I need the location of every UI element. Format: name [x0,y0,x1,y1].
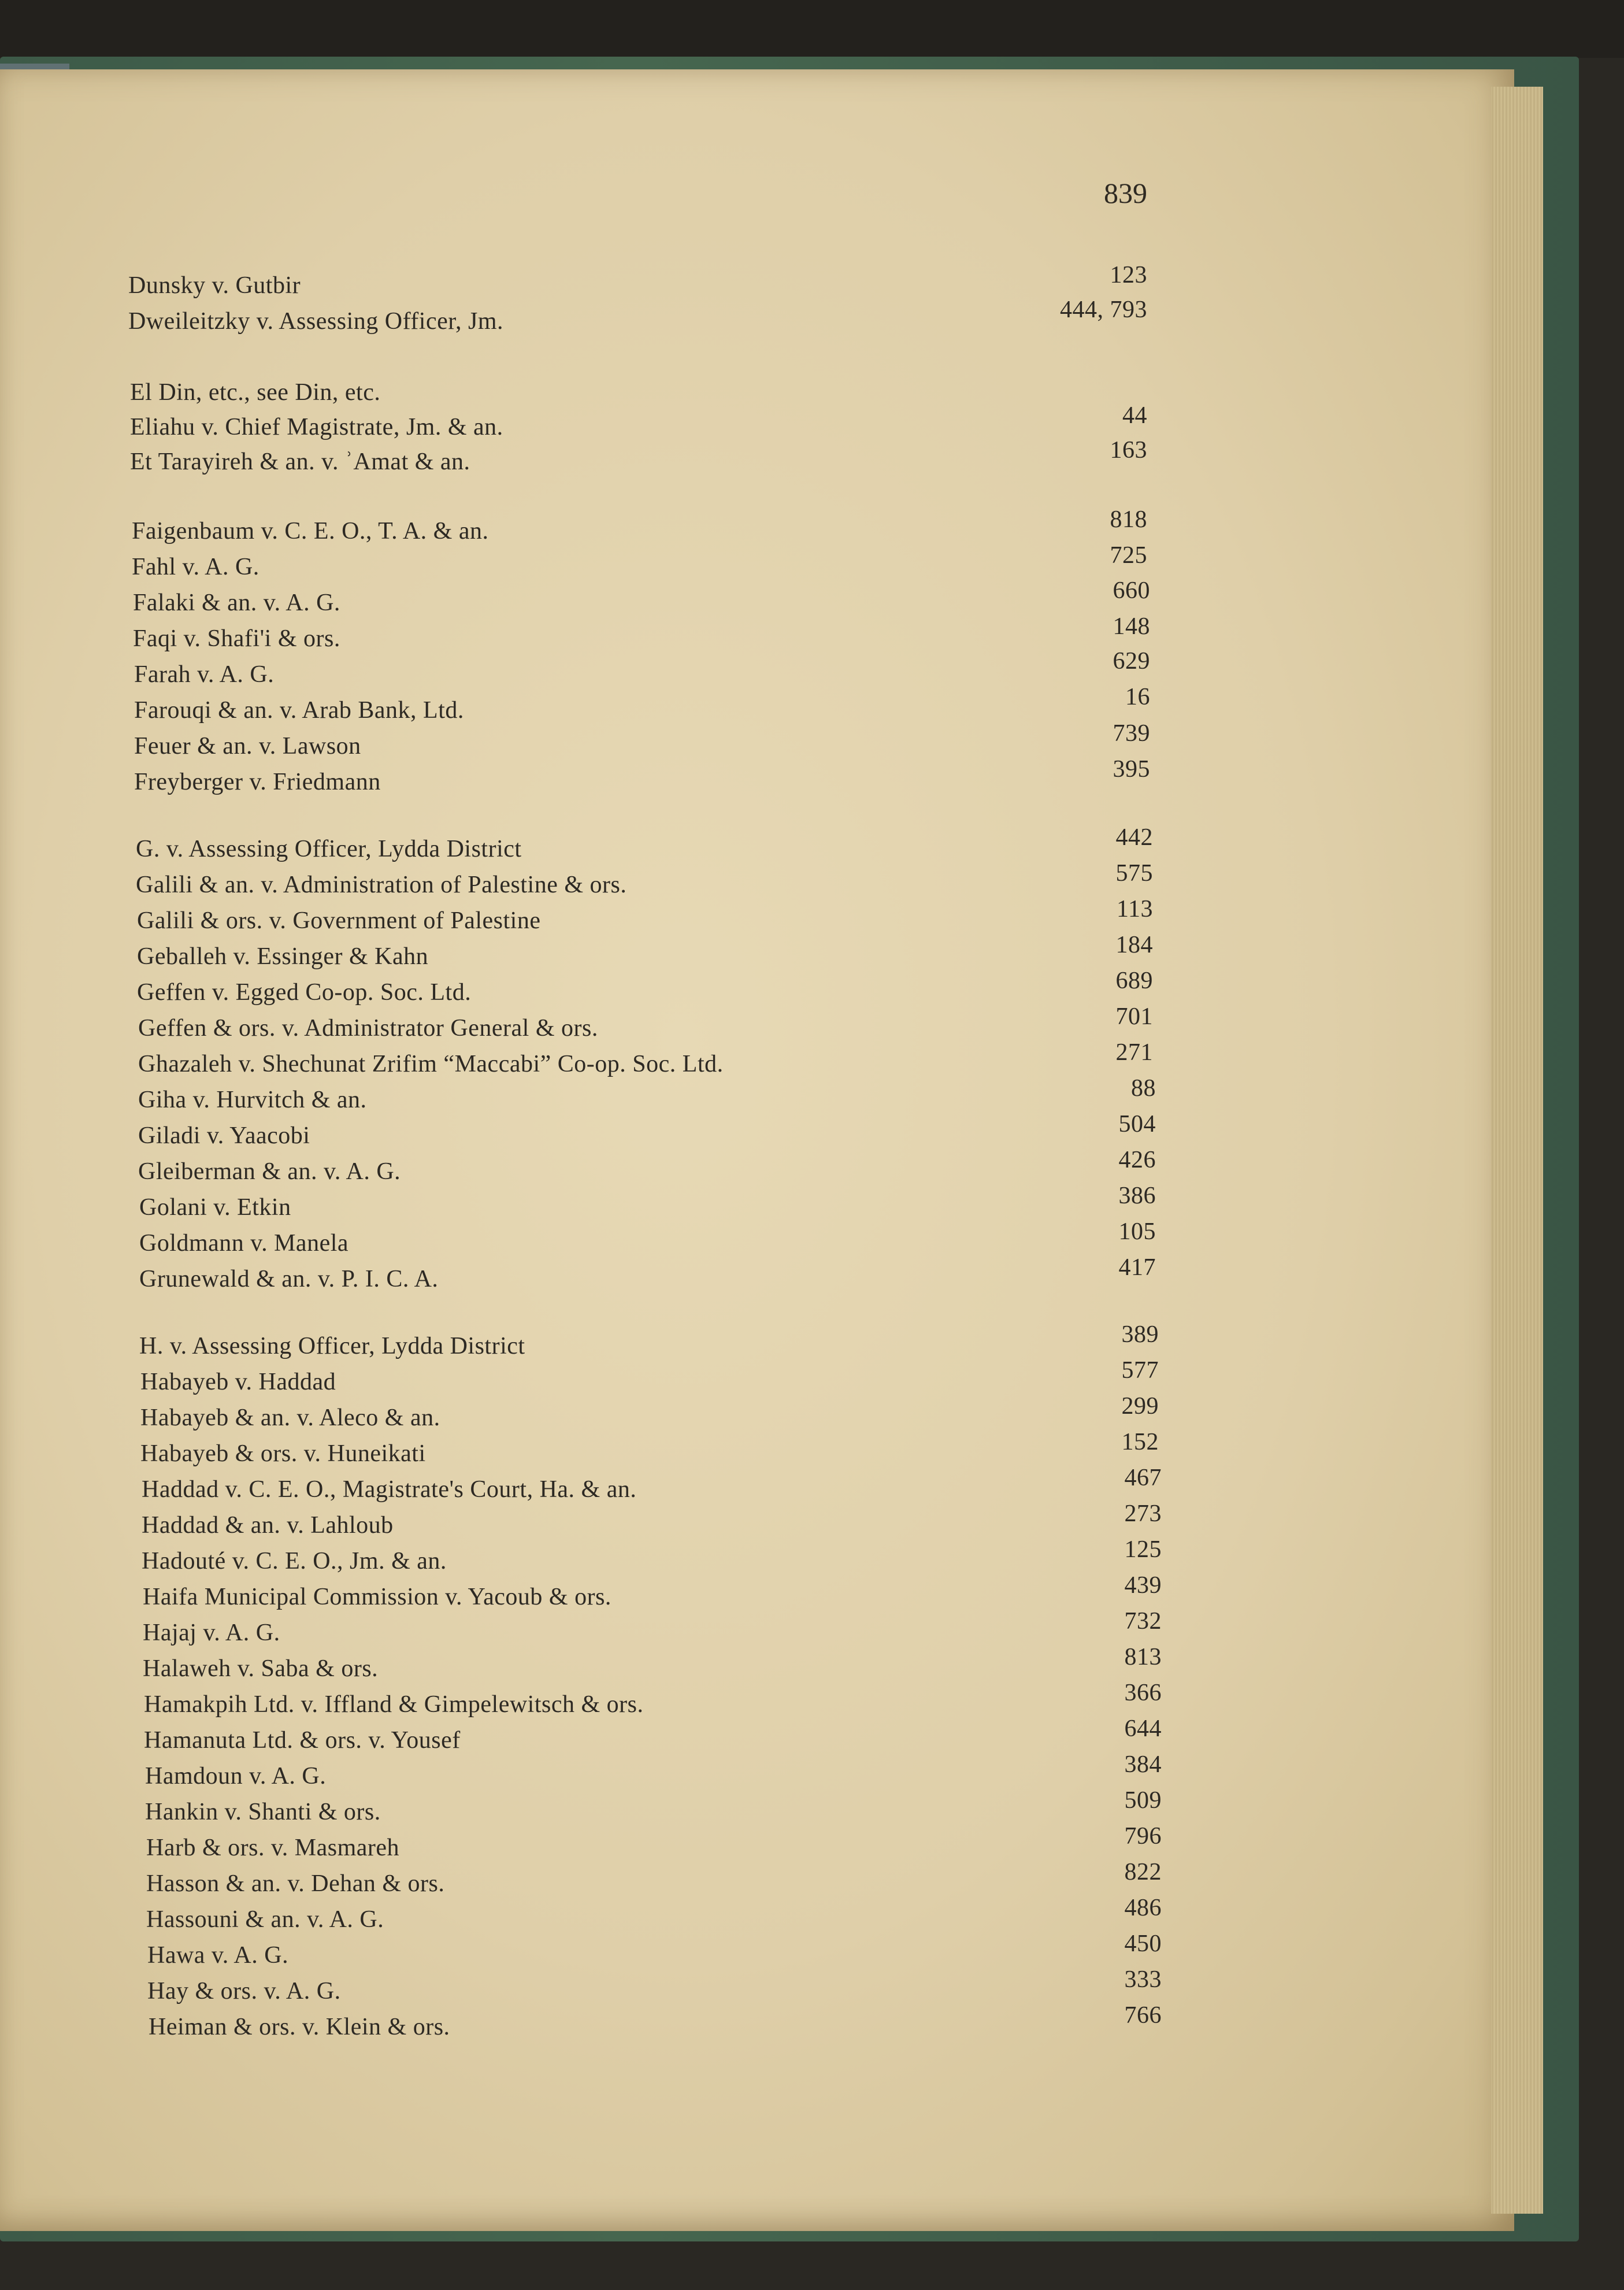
case-name: Golani v. Etkin [139,1194,291,1221]
case-name: Haddad v. C. E. O., Magistrate's Court, Ha. & an. [142,1476,637,1503]
case-page-ref: 509 [1124,1787,1162,1814]
case-page-ref: 384 [1124,1751,1162,1778]
case-page-ref: 88 [1131,1075,1156,1102]
case-name: Gleiberman & an. v. A. G. [138,1158,401,1185]
case-page-ref: 577 [1121,1357,1159,1384]
case-name: Geffen v. Egged Co-op. Soc. Ltd. [137,979,472,1006]
case-page-ref: 113 [1117,896,1153,922]
case-name: Farouqi & an. v. Arab Bank, Ltd. [134,697,464,724]
case-name: Dunsky v. Gutbir [128,272,301,299]
case-name: Dweileitzky v. Assessing Officer, Jm. [128,308,504,335]
case-name: Geffen & ors. v. Administrator General & ors. [138,1015,598,1042]
case-page-ref: 796 [1124,1823,1162,1850]
case-name: Hamdoun v. A. G. [145,1763,327,1789]
case-page-ref: 389 [1121,1321,1159,1348]
case-name: Fahl v. A. G. [132,554,259,580]
page-edges [1491,87,1543,2214]
case-name: Faqi v. Shafi'i & ors. [133,625,340,652]
case-page-ref: 184 [1115,932,1153,958]
case-name: Harb & ors. v. Masmareh [146,1835,400,1861]
case-page-ref: 105 [1118,1218,1156,1245]
case-name: Geballeh v. Essinger & Kahn [137,943,429,970]
case-name: Habayeb & ors. v. Huneikati [140,1440,426,1467]
case-name: Hawa v. A. G. [147,1942,289,1969]
case-page-ref: 417 [1118,1254,1156,1281]
case-page-ref: 125 [1124,1536,1162,1563]
case-page-ref: 822 [1124,1859,1162,1885]
case-page-ref: 386 [1118,1183,1156,1209]
case-name: Hajaj v. A. G. [143,1620,280,1646]
case-name: Goldmann v. Manela [139,1230,349,1257]
case-name: Giha v. Hurvitch & an. [138,1087,367,1113]
case-name: Haifa Municipal Commission v. Yacoub & ors. [143,1584,611,1610]
case-page-ref: 426 [1118,1147,1156,1173]
case-page-ref: 366 [1124,1680,1162,1706]
case-page-ref: 44 [1122,402,1147,429]
case-page-ref: 689 [1115,968,1153,994]
case-name: Farah v. A. G. [134,661,275,688]
case-name: Habayeb v. Haddad [140,1369,336,1395]
case-page-ref: 644 [1124,1715,1162,1742]
case-page-ref: 450 [1124,1930,1162,1957]
case-name: Haddad & an. v. Lahloub [142,1512,394,1539]
scan-background [0,0,1624,58]
case-name: Hamakpih Ltd. v. Iffland & Gimpelewitsch & ors. [144,1691,644,1718]
case-page-ref: 395 [1113,756,1150,783]
case-page-ref: 152 [1121,1429,1159,1455]
case-page-ref: 163 [1110,437,1147,464]
case-page-ref: 123 [1110,262,1147,288]
case-page-ref: 442 [1115,824,1153,851]
page-number: 839 [1104,177,1147,209]
case-name: Hay & ors. v. A. G. [147,1978,341,2004]
case-page-ref: 486 [1124,1895,1162,1921]
case-page-ref: 575 [1115,860,1153,887]
case-name: G. v. Assessing Officer, Lydda District [136,836,522,862]
case-page-ref: 16 [1125,684,1150,710]
case-page-ref: 467 [1124,1465,1162,1491]
case-name: Eliahu v. Chief Magistrate, Jm. & an. [130,414,503,440]
case-page-ref: 818 [1110,506,1147,533]
case-page-ref: 739 [1113,720,1150,747]
case-name: Hankin v. Shanti & ors. [145,1799,381,1825]
case-name: Hasson & an. v. Dehan & ors. [146,1870,445,1897]
case-page-ref: 725 [1110,542,1147,569]
case-name: Heiman & ors. v. Klein & ors. [149,2014,450,2040]
case-name: Hadouté v. C. E. O., Jm. & an. [142,1548,447,1574]
case-name: El Din, etc., see Din, etc. [130,379,381,406]
case-page-ref: 660 [1113,577,1150,604]
case-name: Faigenbaum v. C. E. O., T. A. & an. [132,518,489,544]
case-name: Giladi v. Yaacobi [138,1122,310,1149]
case-page-ref: 732 [1124,1608,1162,1635]
case-page-ref: 271 [1115,1039,1153,1066]
case-name: Feuer & an. v. Lawson [134,733,361,759]
case-page-ref: 148 [1113,613,1150,640]
case-page-ref: 439 [1124,1572,1162,1599]
case-name: Galili & an. v. Administration of Palestine & ors. [136,872,627,898]
case-page-ref: 766 [1124,2002,1162,2029]
case-page-ref: 333 [1124,1966,1162,1993]
case-page-ref: 629 [1113,648,1150,675]
case-name: Habayeb & an. v. Aleco & an. [140,1405,440,1431]
case-name: Ghazaleh v. Shechunat Zrifim “Maccabi” Co-op. Soc. Ltd. [138,1051,724,1077]
case-page-ref: 299 [1121,1393,1159,1420]
case-page-ref: 813 [1124,1644,1162,1670]
case-name: Et Tarayireh & an. v. ʾAmat & an. [130,449,470,475]
case-name: Freyberger v. Friedmann [134,769,381,795]
case-name: Galili & ors. v. Government of Palestine [137,907,541,934]
case-name: Grunewald & an. v. P. I. C. A. [139,1266,439,1292]
case-name: Hamanuta Ltd. & ors. v. Yousef [144,1727,461,1754]
case-name: Hassouni & an. v. A. G. [146,1906,384,1933]
case-page-ref: 701 [1115,1003,1153,1030]
case-name: Falaki & an. v. A. G. [133,590,340,616]
case-name: H. v. Assessing Officer, Lydda District [139,1333,525,1359]
case-page-ref: 273 [1124,1500,1162,1527]
case-page-ref: 504 [1118,1111,1156,1137]
case-page-ref: 444, 793 [1060,297,1147,323]
case-name: Halaweh v. Saba & ors. [143,1655,379,1682]
